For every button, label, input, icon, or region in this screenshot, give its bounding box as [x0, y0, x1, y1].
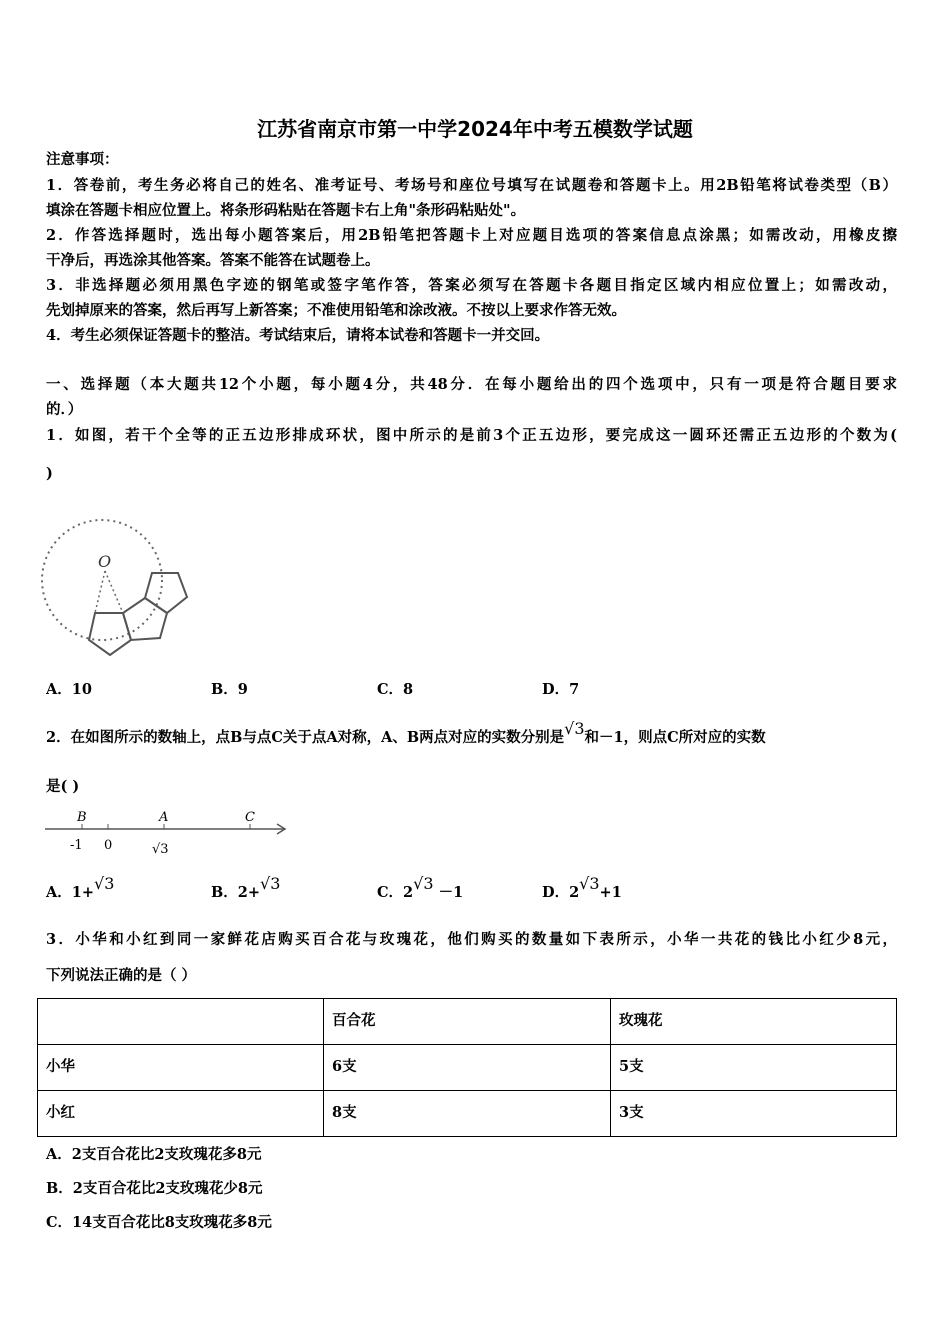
q3-option-c: C．14支百合花比8支玫瑰花多8元	[46, 1214, 272, 1231]
label-c: C	[245, 810, 255, 825]
option-text: B．2+	[211, 884, 260, 901]
table-row	[38, 1091, 897, 1137]
option-text: －1	[433, 884, 464, 901]
q2-option-c	[377, 874, 464, 903]
question-1-text-cont: )	[46, 465, 53, 482]
question-1-text: 1．如图，若干个全等的正五边形排成环状，图中所示的是前3个正五边形，要完成这一圆环还需正五边形的个数为(	[46, 427, 897, 444]
flower-table	[37, 998, 897, 1137]
question-2-text-cont: 是( )	[46, 778, 80, 795]
option-text: C．2	[377, 884, 414, 901]
q1-option-d: D．7	[542, 681, 580, 698]
notice-line: 先划掉原来的答案，然后再写上新答案；不准使用铅笔和涂改液。不按以上要求作答无效。	[46, 302, 626, 319]
notice-line: 干净后，再选涂其他答案。答案不能答在试题卷上。	[46, 252, 380, 269]
number-line-figure	[40, 805, 300, 860]
table-header: 百合花	[324, 999, 611, 1045]
q1-option-b: B．9	[211, 681, 248, 698]
q2-text-b: 和－1，则点C所对应的实数	[584, 729, 766, 746]
table-cell: 8支	[324, 1091, 611, 1137]
q1-option-c: C．8	[377, 681, 414, 698]
tick-neg1: -1	[70, 838, 83, 853]
q2-option-a	[46, 874, 115, 903]
q1-option-a: A．10	[46, 681, 92, 698]
notice-line: 填涂在答题卡相应位置上。将条形码粘贴在答题卡右上角"条形码粘贴处"。	[46, 202, 526, 219]
table-row	[38, 1045, 897, 1091]
q2-option-b	[211, 874, 281, 903]
pentagon-ring-figure	[40, 505, 210, 665]
q2-text-a: 2．在如图所示的数轴上，点B与点C关于点A对称，A、B两点对应的实数分别是	[46, 729, 565, 746]
section-heading: 一、选择题（本大题共12个小题，每小题4分，共48分．在每小题给出的四个选项中，只有一项是符合题目要求	[46, 376, 897, 393]
table-cell: 6支	[324, 1045, 611, 1091]
sqrt3: √3	[413, 874, 434, 893]
notice-line: 1．答卷前，考生务必将自己的姓名、准考证号、考场号和座位号填写在试题卷和答题卡上。用2B铅笔将试卷类型（B）	[46, 177, 897, 194]
figure-label-o: O	[98, 552, 112, 571]
option-text: A．1+	[46, 884, 94, 901]
notice-line: 2．作答选择题时，选出每小题答案后，用2B铅笔把答题卡上对应题目选项的答案信息点涂黑；如需改动，用橡皮擦	[46, 227, 897, 244]
question-3-text: 3．小华和小红到同一家鲜花店购买百合花与玫瑰花，他们购买的数量如下表所示，小华一共花的钱比小红少8元，	[46, 931, 897, 948]
sqrt3: √3	[94, 874, 115, 893]
page-title: 江苏省南京市第一中学2024年中考五模数学试题	[257, 117, 693, 141]
table-cell: 3支	[611, 1091, 897, 1137]
table-cell: 小红	[38, 1091, 324, 1137]
notice-line: 3．非选择题必须用黑色字迹的钢笔或签字笔作答，答案必须写在答题卡各题目指定区域内相应位置上；如需改动，	[46, 277, 897, 294]
tick-sqrt3: √3	[152, 842, 169, 857]
section-heading-cont: 的．）	[46, 401, 83, 418]
label-a: A	[159, 810, 169, 825]
sqrt3: √3	[260, 874, 281, 893]
option-text: D．2	[542, 884, 580, 901]
question-3-text-cont: 下列说法正确的是（ ）	[46, 967, 197, 984]
sqrt3: √3	[579, 874, 600, 893]
table-header	[38, 999, 324, 1045]
q3-option-b: B．2支百合花比2支玫瑰花少8元	[46, 1180, 263, 1197]
table-header-row	[38, 999, 897, 1045]
q3-option-a: A．2支百合花比2支玫瑰花多8元	[46, 1146, 262, 1163]
notice-line: 4．考生必须保证答题卡的整洁。考试结束后，请将本试卷和答题卡一并交回。	[46, 327, 550, 344]
q2-option-d	[542, 874, 622, 903]
option-text: +1	[599, 884, 622, 901]
table-cell: 5支	[611, 1045, 897, 1091]
sqrt3: √3	[564, 719, 585, 738]
notice-heading: 注意事项：	[46, 151, 119, 168]
question-2-text	[46, 719, 766, 748]
label-b: B	[77, 810, 87, 825]
tick-0: 0	[104, 838, 113, 853]
table-cell: 小华	[38, 1045, 324, 1091]
table-header: 玫瑰花	[611, 999, 897, 1045]
